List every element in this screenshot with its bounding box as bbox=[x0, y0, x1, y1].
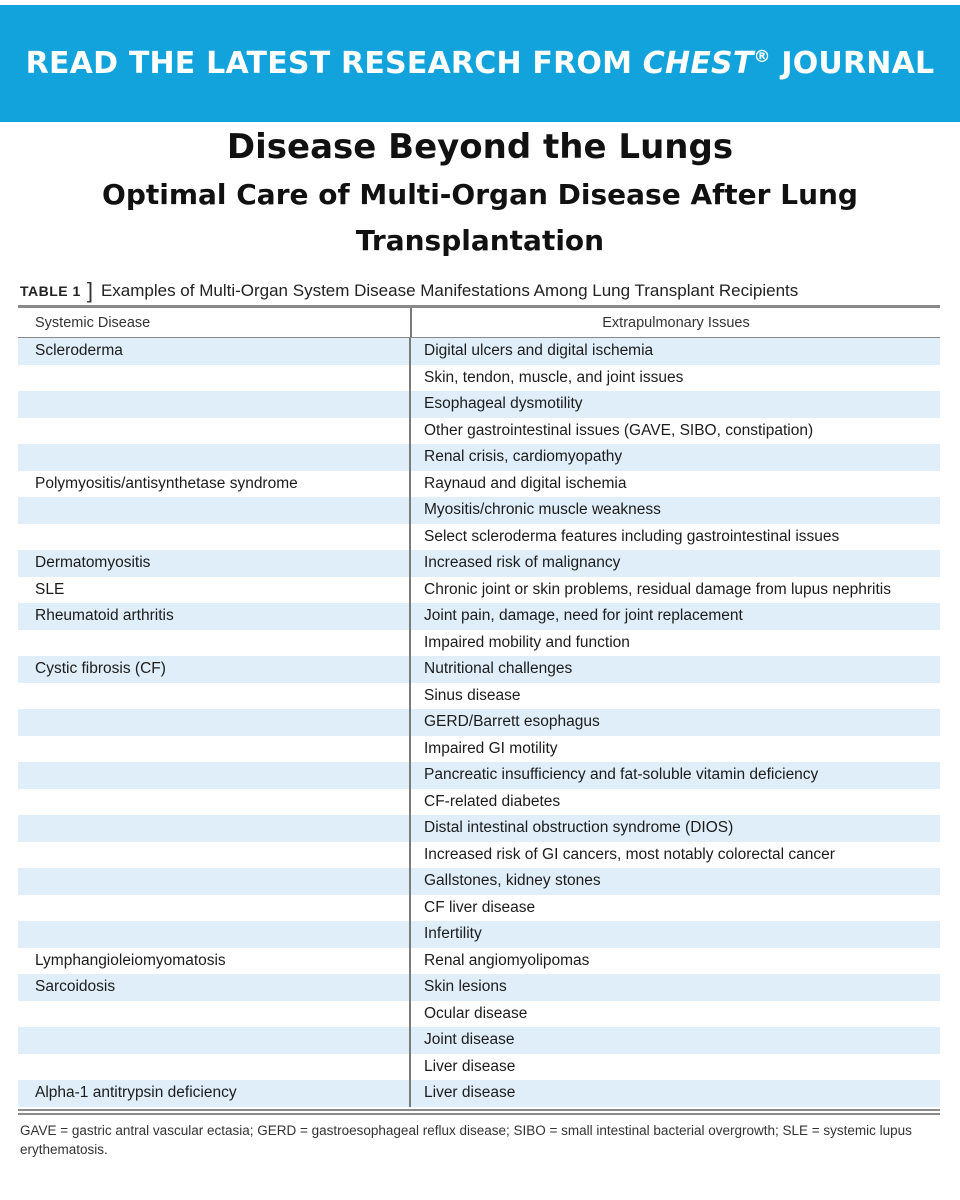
systemic-disease-cell: Scleroderma bbox=[35, 342, 123, 360]
systemic-disease-cell: Sarcoidosis bbox=[35, 978, 116, 996]
extrapulmonary-issue-cell: Joint disease bbox=[424, 1031, 515, 1049]
table-bottom-rule bbox=[18, 1109, 940, 1111]
extrapulmonary-issue-cell: Liver disease bbox=[424, 1057, 516, 1075]
table-row bbox=[18, 603, 940, 630]
extrapulmonary-issue-cell: Gallstones, kidney stones bbox=[424, 872, 601, 890]
table-row bbox=[18, 762, 940, 789]
table-row bbox=[18, 524, 940, 551]
table-footnote: GAVE = gastric antral vascular ectasia; GERD = gastroesophageal reflux disease; SIBO = small intestinal bacterial overgrowth; SLE = systemic lupus erythematosis. bbox=[20, 1123, 912, 1157]
extrapulmonary-issue-cell: GERD/Barrett esophagus bbox=[424, 713, 600, 731]
banner-text-lead: READ THE LATEST RESEARCH FROM bbox=[25, 46, 643, 81]
table-row bbox=[18, 497, 940, 524]
page-title: Disease Beyond the Lungs bbox=[226, 127, 734, 167]
systemic-disease-cell: Rheumatoid arthritis bbox=[35, 607, 174, 625]
extrapulmonary-issue-cell: Increased risk of malignancy bbox=[424, 554, 621, 572]
table-row bbox=[18, 391, 940, 418]
table-row bbox=[18, 1027, 940, 1054]
systemic-disease-cell: Cystic fibrosis (CF) bbox=[35, 660, 166, 678]
table-row bbox=[18, 683, 940, 710]
table-row bbox=[18, 1001, 940, 1028]
extrapulmonary-issue-cell: Nutritional challenges bbox=[424, 660, 573, 678]
registered-mark: ® bbox=[753, 47, 771, 67]
systemic-disease-cell: Dermatomyositis bbox=[35, 554, 151, 572]
extrapulmonary-issue-cell: Ocular disease bbox=[424, 1004, 528, 1022]
table-row bbox=[18, 365, 940, 392]
table-body bbox=[18, 338, 940, 1107]
table-row bbox=[18, 1080, 940, 1107]
top-banner bbox=[0, 5, 960, 122]
extrapulmonary-issue-cell: CF liver disease bbox=[424, 898, 536, 916]
table-row bbox=[18, 815, 940, 842]
table-row bbox=[18, 868, 940, 895]
disease-table bbox=[18, 305, 940, 1115]
extrapulmonary-issue-cell: Impaired GI motility bbox=[424, 739, 558, 757]
extrapulmonary-issue-cell: Infertility bbox=[424, 925, 482, 943]
table-row bbox=[18, 471, 940, 498]
table-row bbox=[18, 842, 940, 869]
extrapulmonary-issue-cell: Raynaud and digital ischemia bbox=[424, 474, 627, 492]
page-subtitle: Optimal Care of Multi-Organ Disease After Lung Transplantation bbox=[102, 178, 858, 257]
systemic-disease-cell: SLE bbox=[35, 580, 65, 598]
extrapulmonary-issue-cell: Other gastrointestinal issues (GAVE, SIBO, constipation) bbox=[424, 421, 814, 439]
table-row bbox=[18, 895, 940, 922]
extrapulmonary-issue-cell: Renal crisis, cardiomyopathy bbox=[424, 448, 623, 466]
extrapulmonary-issue-cell: Increased risk of GI cancers, most notably colorectal cancer bbox=[424, 845, 835, 863]
banner-headline bbox=[26, 46, 935, 81]
header-extrapulmonary-issues: Extrapulmonary Issues bbox=[410, 308, 940, 337]
header-systemic-disease: Systemic Disease bbox=[35, 314, 151, 331]
extrapulmonary-issue-cell: Chronic joint or skin problems, residual damage from lupus nephritis bbox=[424, 580, 891, 598]
table-label: TABLE 1 bbox=[20, 283, 81, 299]
caption-bracket: ] bbox=[86, 278, 93, 303]
table-row bbox=[18, 630, 940, 657]
extrapulmonary-issue-cell: Skin lesions bbox=[424, 978, 507, 996]
extrapulmonary-issue-cell: Digital ulcers and digital ischemia bbox=[424, 342, 654, 360]
extrapulmonary-issue-cell: CF-related diabetes bbox=[424, 792, 561, 810]
table-row bbox=[18, 789, 940, 816]
extrapulmonary-issue-cell: Distal intestinal obstruction syndrome (DIOS) bbox=[424, 819, 734, 837]
table-row bbox=[18, 577, 940, 604]
systemic-disease-cell: Polymyositis/antisynthetase syndrome bbox=[35, 474, 298, 492]
table-row bbox=[18, 418, 940, 445]
table-bottom-rule-2 bbox=[18, 1113, 940, 1115]
extrapulmonary-issue-cell: Sinus disease bbox=[424, 686, 521, 704]
extrapulmonary-issue-cell: Myositis/chronic muscle weakness bbox=[424, 501, 661, 519]
banner-text-tail: JOURNAL bbox=[770, 46, 935, 81]
extrapulmonary-issue-cell: Select scleroderma features including gastrointestinal issues bbox=[424, 527, 840, 545]
table-caption-text: Examples of Multi-Organ System Disease Manifestations Among Lung Transplant Recipients bbox=[100, 281, 799, 300]
table-caption bbox=[20, 278, 940, 304]
extrapulmonary-issue-cell: Skin, tendon, muscle, and joint issues bbox=[424, 368, 684, 386]
table-row bbox=[18, 709, 940, 736]
table-row bbox=[18, 948, 940, 975]
extrapulmonary-issue-cell: Pancreatic insufficiency and fat-soluble vitamin deficiency bbox=[424, 766, 819, 784]
table-row bbox=[18, 736, 940, 763]
column-divider bbox=[409, 338, 411, 1107]
extrapulmonary-issue-cell: Joint pain, damage, need for joint replacement bbox=[424, 607, 743, 625]
systemic-disease-cell: Lymphangioleiomyomatosis bbox=[35, 951, 226, 969]
table-row bbox=[18, 338, 940, 365]
table-row bbox=[18, 656, 940, 683]
extrapulmonary-issue-cell: Renal angiomyolipomas bbox=[424, 951, 590, 969]
systemic-disease-cell: Alpha-1 antitrypsin deficiency bbox=[35, 1084, 237, 1102]
extrapulmonary-issue-cell: Esophageal dysmotility bbox=[424, 395, 583, 413]
table-row bbox=[18, 921, 940, 948]
table-row bbox=[18, 974, 940, 1001]
table-row bbox=[18, 1054, 940, 1081]
banner-journal-name: CHEST bbox=[642, 46, 754, 81]
table-row bbox=[18, 444, 940, 471]
extrapulmonary-issue-cell: Liver disease bbox=[424, 1084, 516, 1102]
table-header-row bbox=[18, 308, 940, 338]
extrapulmonary-issue-cell: Impaired mobility and function bbox=[424, 633, 630, 651]
table-row bbox=[18, 550, 940, 577]
